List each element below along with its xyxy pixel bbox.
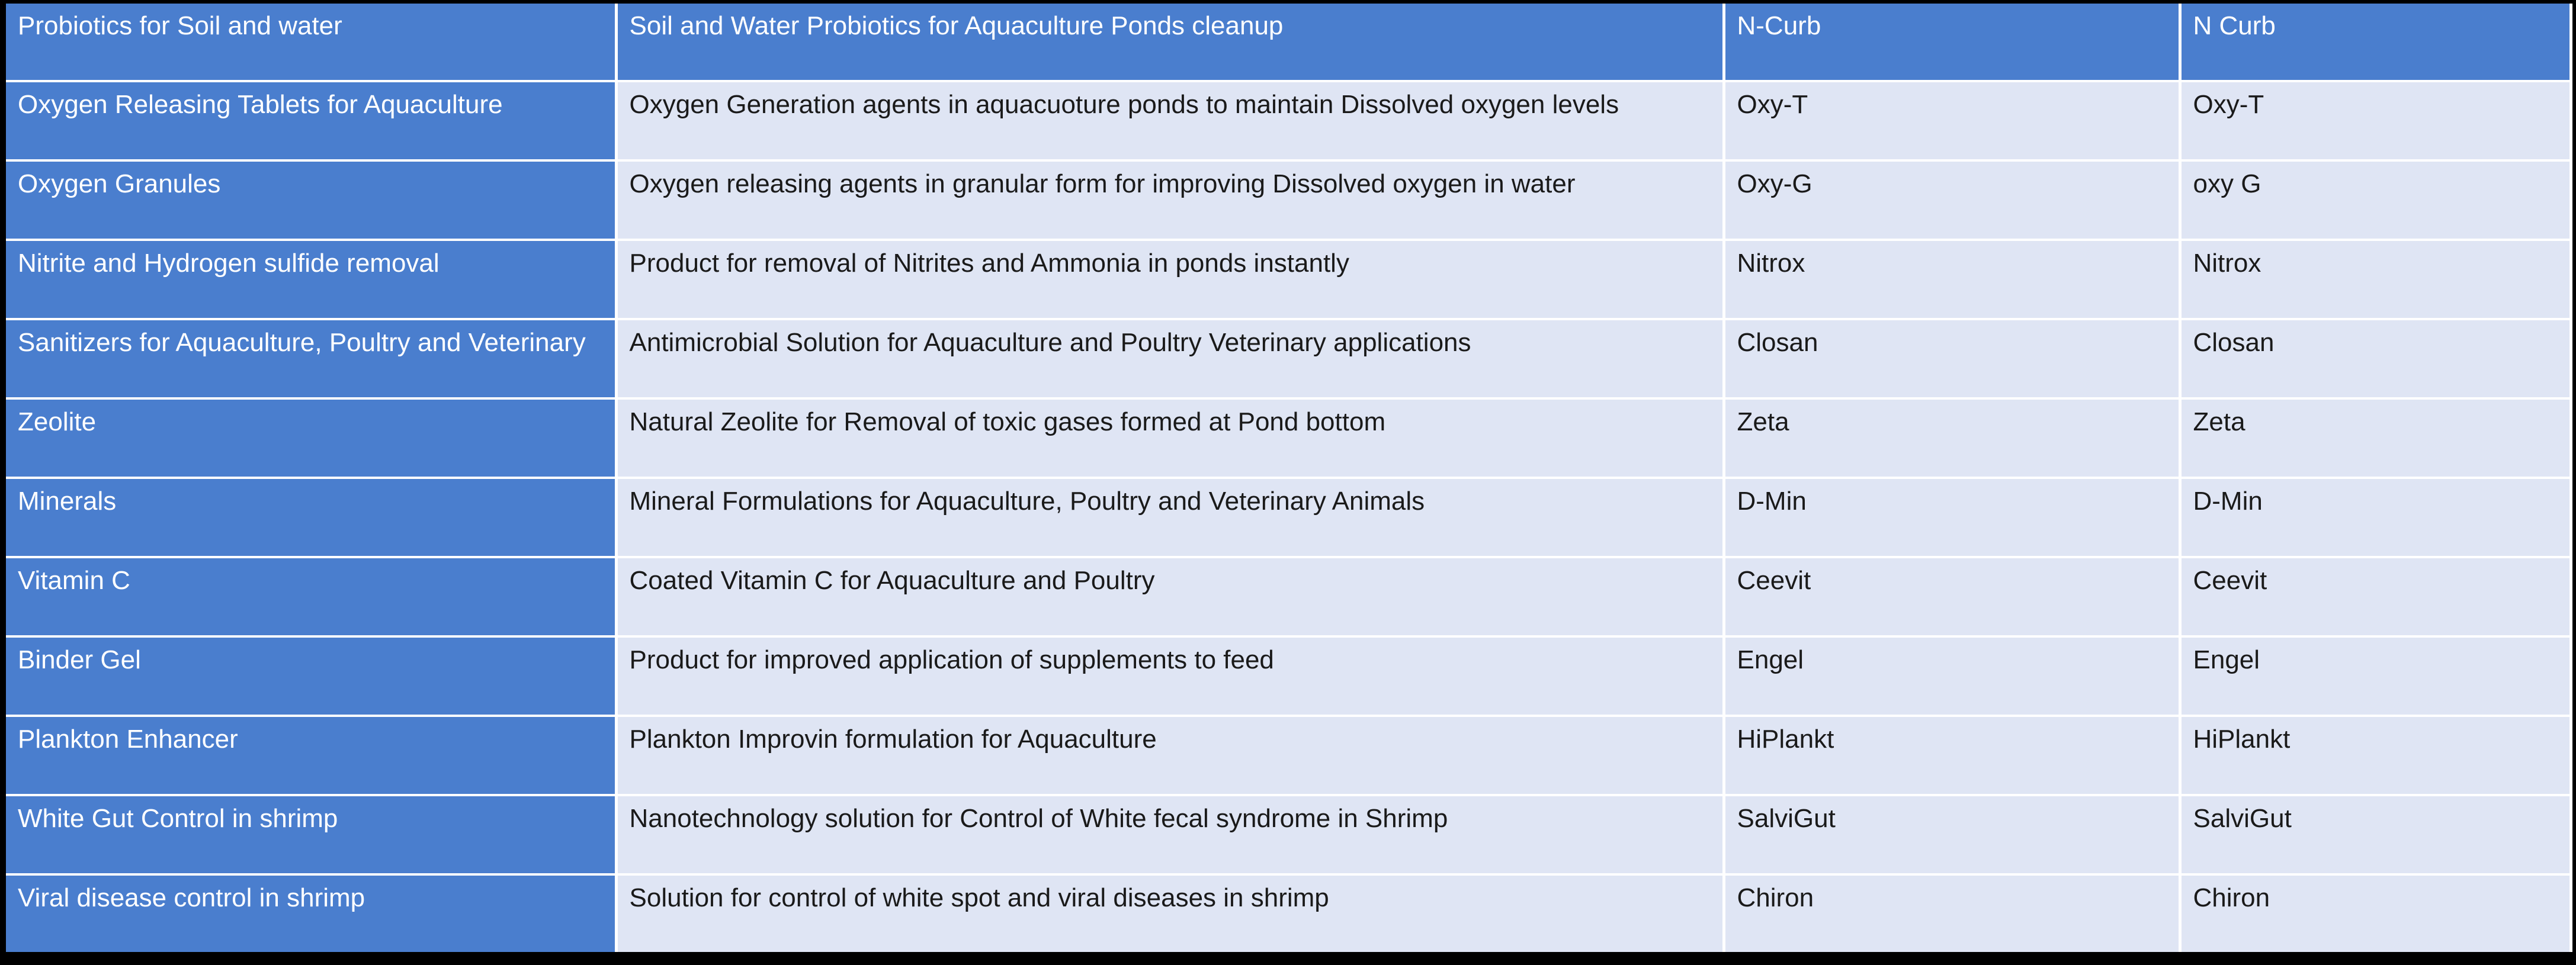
cell-brand-primary: Ceevit (1724, 557, 2180, 636)
cell-brand-primary: Engel (1724, 636, 2180, 716)
cell-description: Mineral Formulations for Aquaculture, Poultry and Veterinary Animals (616, 478, 1724, 557)
cell-category: Oxygen Granules (6, 160, 616, 240)
cell-category: White Gut Control in shrimp (6, 795, 616, 874)
cell-brand-alt: Nitrox (2180, 240, 2571, 319)
table-row (6, 795, 2571, 874)
table-row (6, 240, 2571, 319)
table-row (6, 160, 2571, 240)
table-row (6, 4, 2571, 81)
cell-category: Zeolite (6, 398, 616, 478)
cell-description: Product for removal of Nitrites and Ammonia in ponds instantly (616, 240, 1724, 319)
cell-brand-primary: D-Min (1724, 478, 2180, 557)
cell-description: Soil and Water Probiotics for Aquaculture Ponds cleanup (616, 4, 1724, 81)
cell-category: Probiotics for Soil and water (6, 4, 616, 81)
cell-brand-alt: Oxy-T (2180, 81, 2571, 160)
table-row (6, 478, 2571, 557)
cell-brand-primary: Zeta (1724, 398, 2180, 478)
cell-category: Viral disease control in shrimp (6, 874, 616, 952)
table-row (6, 319, 2571, 398)
cell-brand-primary: Nitrox (1724, 240, 2180, 319)
cell-brand-alt: SalviGut (2180, 795, 2571, 874)
cell-brand-alt: D-Min (2180, 478, 2571, 557)
cell-brand-alt: Ceevit (2180, 557, 2571, 636)
cell-category: Oxygen Releasing Tablets for Aquaculture (6, 81, 616, 160)
cell-category: Vitamin C (6, 557, 616, 636)
cell-category: Nitrite and Hydrogen sulfide removal (6, 240, 616, 319)
cell-brand-primary: SalviGut (1724, 795, 2180, 874)
cell-description: Coated Vitamin C for Aquaculture and Poultry (616, 557, 1724, 636)
cell-brand-primary: Oxy-T (1724, 81, 2180, 160)
cell-description: Nanotechnology solution for Control of White fecal syndrome in Shrimp (616, 795, 1724, 874)
cell-category: Binder Gel (6, 636, 616, 716)
cell-description: Oxygen releasing agents in granular form for improving Dissolved oxygen in water (616, 160, 1724, 240)
product-table (6, 4, 2572, 952)
table-row (6, 716, 2571, 795)
cell-brand-alt: N Curb (2180, 4, 2571, 81)
table-row (6, 398, 2571, 478)
cell-brand-alt: Engel (2180, 636, 2571, 716)
cell-brand-primary: Oxy-G (1724, 160, 2180, 240)
table-row (6, 636, 2571, 716)
table-row (6, 81, 2571, 160)
cell-description: Natural Zeolite for Removal of toxic gases formed at Pond bottom (616, 398, 1724, 478)
cell-category: Minerals (6, 478, 616, 557)
cell-brand-alt: Closan (2180, 319, 2571, 398)
product-table-body (6, 4, 2571, 952)
cell-brand-alt: HiPlankt (2180, 716, 2571, 795)
cell-brand-primary: Chiron (1724, 874, 2180, 952)
cell-brand-alt: Chiron (2180, 874, 2571, 952)
table-row (6, 557, 2571, 636)
cell-description: Plankton Improvin formulation for Aquaculture (616, 716, 1724, 795)
cell-brand-primary: N-Curb (1724, 4, 2180, 81)
cell-brand-primary: HiPlankt (1724, 716, 2180, 795)
cell-description: Product for improved application of supplements to feed (616, 636, 1724, 716)
cell-description: Antimicrobial Solution for Aquaculture and Poultry Veterinary applications (616, 319, 1724, 398)
cell-category: Sanitizers for Aquaculture, Poultry and Veterinary (6, 319, 616, 398)
cell-category: Plankton Enhancer (6, 716, 616, 795)
cell-brand-primary: Closan (1724, 319, 2180, 398)
cell-brand-alt: oxy G (2180, 160, 2571, 240)
table-row (6, 874, 2571, 952)
cell-description: Oxygen Generation agents in aquacuoture ponds to maintain Dissolved oxygen levels (616, 81, 1724, 160)
cell-brand-alt: Zeta (2180, 398, 2571, 478)
cell-description: Solution for control of white spot and viral diseases in shrimp (616, 874, 1724, 952)
